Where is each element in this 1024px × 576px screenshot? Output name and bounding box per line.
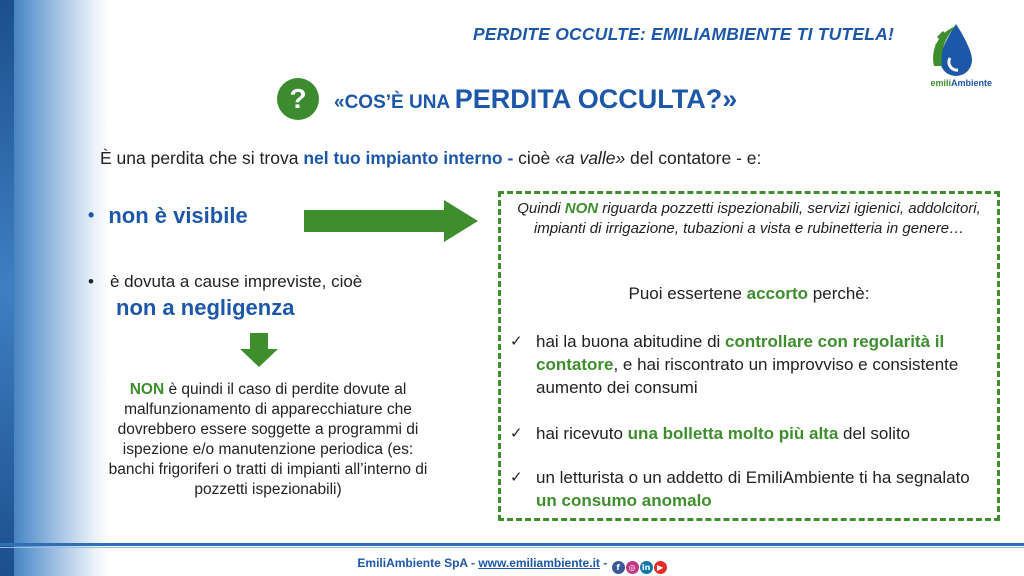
box-exclusions-text: Quindi NON riguarda pozzetti ispezionabili, servizi igienici, addolcitori, impianti di irrigazione, tubazioni a vista e rubinetteria in genere… (517, 200, 981, 237)
arrow-down-icon (240, 333, 278, 367)
list-item: ✓ un letturista o un addetto di EmiliAmbiente ti ha segnalato un consumo anomalo (510, 468, 970, 510)
question-badge: ? (277, 78, 319, 120)
check-icon: ✓ (510, 333, 523, 350)
list-item: ✓ hai la buona abitudine di controllare con regolarità il contatore, e hai riscontrato un improvviso e consistente aumento dei consumi (510, 332, 959, 397)
footer-divider-thin (0, 547, 1024, 548)
non-case-paragraph: NON è quindi il caso di perdite dovute al malfunzionamento di apparecchiature che dovrebbero essere soggette a programmi di ispezione e/o manutenzione periodica (es: banchi frigoriferi o tratti di impianti all’interno di pozzetti ispezionabili) (108, 381, 428, 498)
check-icon: ✓ (510, 469, 523, 486)
website-link[interactable]: www.emiliambiente.it (478, 556, 600, 570)
instagram-icon[interactable]: ◎ (626, 561, 639, 574)
box-noticed-heading: Puoi essertene accorto perchè: (628, 284, 870, 303)
bullet-not-visible: • non è visibile (88, 203, 248, 228)
main-title: «COS’È UNA PERDITA OCCULTA?» (334, 84, 738, 114)
footer-divider (0, 543, 1024, 546)
bullet-not-negligence: non a negligenza (116, 295, 295, 320)
logo-wordmark: emiliAmbiente (930, 78, 992, 88)
check-icon: ✓ (510, 425, 523, 442)
bullet-unforeseen-causes: • è dovuta a cause impreviste, cioè (88, 272, 363, 291)
linkedin-icon[interactable]: in (640, 561, 653, 574)
list-item: ✓ hai ricevuto una bolletta molto più alta del solito (510, 424, 911, 443)
footer: EmiliAmbiente SpA - www.emiliambiente.it - f ◎ in ▶ (0, 556, 1024, 574)
youtube-icon[interactable]: ▶ (654, 561, 667, 574)
arrow-right-icon (304, 200, 478, 242)
social-icons (611, 559, 667, 574)
facebook-icon[interactable]: f (612, 561, 625, 574)
header-title: PERDITE OCCULTE: EMILIAMBIENTE TI TUTELA! (472, 24, 894, 44)
intro-sentence: È una perdita che si trova nel tuo impianto interno - cioè «a valle» del contatore - e: (100, 148, 762, 168)
